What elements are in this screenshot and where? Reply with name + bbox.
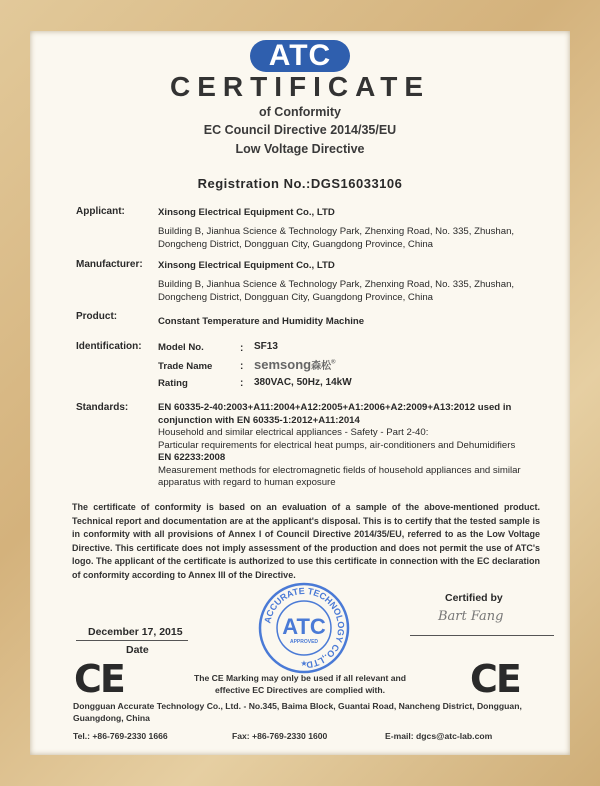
model-value: SF13 [254, 341, 278, 352]
standard-1-desc-2: Particular requirements for electrical heat pumps, air-conditioners and Dehumidifiers [158, 439, 516, 451]
footer-fax: Fax: +86-769-2330 1600 [232, 731, 328, 741]
standard-1-desc: Household and similar electrical appliances - Safety - Part 2-40: [158, 427, 429, 438]
product-value: Constant Temperature and Humidity Machine [158, 316, 365, 327]
ce-note-2: effective EC Directives are complied with. [214, 685, 386, 695]
applicant-address-2: Dongcheng District, Dongguan City, Guangdong Province, China [158, 239, 434, 250]
applicant-address-1: Building B, Jianhua Science & Technology Park, Zhenxing Road, No. 335, Zhushan, [158, 226, 515, 237]
rating-label: Rating [158, 378, 188, 389]
registration-number: Registration No.:DGS16033106 [197, 176, 403, 191]
signature: Bart Fang [438, 609, 504, 624]
product-label: Product: [76, 311, 118, 322]
identification-label: Identification: [76, 341, 142, 352]
rating-sep: : [240, 378, 244, 389]
applicant-name: Xinsong Electrical Equipment Co., LTD [158, 207, 335, 218]
atc-logo: ATC [250, 40, 350, 72]
trade-label: Trade Name [158, 361, 213, 372]
standards-list [158, 402, 568, 490]
footer-address-1: Dongguan Accurate Technology Co., Ltd. - No.345, Baima Block, Guantai Road, Nancheng District, Dongguan, [73, 701, 522, 711]
stamp-ring-text: ACCURATE TECHNOLOGY CO.,LTD [262, 585, 347, 671]
directive: EC Council Directive 2014/35/EU [203, 123, 397, 137]
trade-name-latin: semsong [254, 357, 312, 372]
certified-by-label: Certified by [445, 592, 503, 604]
directive-name: Low Voltage Directive [235, 142, 365, 156]
date-line [76, 640, 188, 641]
footer-tel: Tel.: +86-769-2330 1666 [73, 731, 168, 741]
issue-date: December 17, 2015 [88, 626, 183, 638]
manufacturer-address-1: Building B, Jianhua Science & Technology Park, Zhenxing Road, No. 335, Zhushan, [158, 279, 515, 290]
ce-mark-right: CE [470, 657, 520, 701]
stamp-approved-text: APPROVED [289, 639, 319, 645]
footer-address-2: Guangdong, China [73, 713, 150, 723]
standard-2-desc-2: apparatus with regard to human exposure [158, 477, 336, 488]
certificate-title: CERTIFICATE [169, 71, 431, 102]
trade-sep: : [240, 361, 244, 372]
trade-name-chinese: 森松 [311, 361, 332, 372]
model-sep: : [240, 343, 244, 354]
standard-1: EN 60335-2-40:2003+A11:2004+A12:2005+A1:2006+A2:2009+A13:2012 used in [158, 402, 512, 413]
trade-name: semsong森松® [254, 357, 336, 372]
ce-note-1: The CE Marking may only be used if all relevant and [193, 673, 407, 683]
conformity-statement: The certificate of conformity is based on an evaluation of a sample of the above-mentioned product. Technical report and documentation are at the applicant's disposal. This is to certify that the tested sample is in conformity with all provisions of Annex I of Council Directive 2014/35/EU, referred to as the Low Voltage Directive. This certificate does not imply assessment of the production and does not permit the use of ATC's logo. The applicant of the certificate is authorized to use this certificate in connection with the EC declaration of conformity according to Annex III of the Directive. [72, 502, 540, 580]
standard-1-cont: conjunction with EN 60335-1:2012+A11:2014 [158, 414, 360, 426]
applicant-label: Applicant: [76, 206, 125, 217]
standard-2-desc: Measurement methods for electromagnetic fields of household appliances and similar [158, 464, 521, 476]
subtitle: of Conformity [259, 105, 341, 119]
stamp-center-text: ATC [282, 614, 326, 639]
standards-label: Standards: [76, 402, 129, 413]
footer-email: E-mail: dgcs@atc-lab.com [385, 731, 493, 741]
manufacturer-name: Xinsong Electrical Equipment Co., LTD [158, 260, 335, 271]
certificate [30, 31, 570, 755]
rating-value: 380VAC, 50Hz, 14kW [254, 377, 352, 388]
atc-approval-stamp [258, 582, 350, 674]
star-icon: ★ [300, 659, 308, 668]
signature-line [410, 635, 554, 636]
manufacturer-address-2: Dongcheng District, Dongguan City, Guangdong Province, China [158, 292, 434, 303]
model-label: Model No. [158, 342, 204, 353]
ce-mark-left: CE [74, 657, 124, 701]
date-label: Date [126, 644, 149, 656]
manufacturer-label: Manufacturer: [76, 259, 143, 270]
standard-2: EN 62233:2008 [158, 452, 226, 463]
